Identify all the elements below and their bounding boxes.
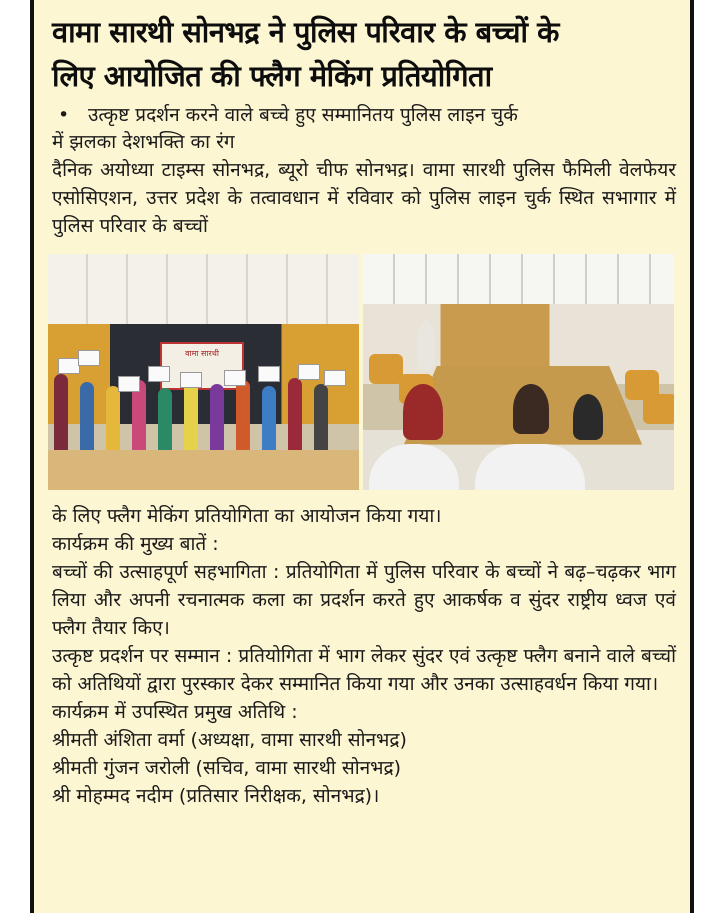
seated-child — [573, 394, 603, 440]
child-figure — [54, 374, 68, 454]
stage-table — [48, 450, 359, 490]
flag-sheet — [78, 350, 100, 366]
highlight-participation: बच्चों की उत्साहपूर्ण सहभागिता : प्रतियोगिता में पुलिस परिवार के बच्चों ने बढ़–चढ़कर भाग लिया और अपनी रचनात्मक कला का प्रदर्शन करते हुए आकर्षक व सुंदर राष्ट्रीय ध्वज एवं फ्लैग तैयार किए। — [52, 561, 676, 639]
chair-back — [475, 444, 585, 490]
child-figure — [80, 382, 94, 454]
flag-sheet — [148, 366, 170, 382]
ceiling-lights — [48, 254, 359, 324]
child-figure — [106, 386, 120, 454]
chair — [643, 394, 674, 424]
headline — [52, 10, 676, 98]
photo-strip — [48, 254, 674, 490]
photo-children-with-flags — [48, 254, 359, 490]
banner-text: वामा सारथी — [185, 349, 219, 358]
flag-sheet — [118, 376, 140, 392]
child-figure — [236, 380, 250, 454]
ceiling-lights — [363, 254, 674, 304]
flag-sheet — [58, 358, 80, 374]
highlight-honors: उत्कृष्ट प्रदर्शन पर सम्मान : प्रतियोगिता में भाग लेकर सुंदर एवं उत्कृष्ट फ्लैग बनाने वाले बच्चों को अतिथियों द्वारा पुरस्कार देकर सम्मानित किया गया और उनका उत्साहवर्धन किया गया। — [52, 645, 676, 695]
newspaper-article — [30, 0, 694, 913]
highlights-heading: कार्यक्रम की मुख्य बातें : — [52, 533, 219, 555]
flag-sheet — [180, 372, 202, 388]
photo-conference-room — [363, 254, 674, 490]
chair — [369, 354, 403, 384]
guest-item: श्रीमती अंशिता वर्मा (अध्यक्षा, वामा सारथी सोनभद्र) — [52, 729, 407, 751]
flag-sheet — [258, 366, 280, 382]
seated-child — [513, 384, 549, 434]
intro-continued: के लिए फ्लैग मेकिंग प्रतियोगिता का आयोजन किया गया। — [52, 505, 442, 527]
guests-heading: कार्यक्रम में उपस्थित प्रमुख अतिथि : — [52, 701, 298, 723]
bullet-icon: • — [58, 104, 70, 126]
guest-item: श्री मोहम्मद नदीम (प्रतिसार निरीक्षक, सोनभद्र)। — [52, 785, 380, 807]
flag-sheet — [324, 370, 346, 386]
intro-paragraph: दैनिक अयोध्या टाइम्स सोनभद्र, ब्यूरो चीफ सोनभद्र। वामा सारथी पुलिस फैमिली वेलफेयर एसोसिएशन, उत्तर प्रदेश के तत्वावधान में रविवार को पुलिस लाइन चुर्क स्थित सभागार में पुलिस परिवार के बच्चों — [52, 159, 676, 237]
seated-child — [403, 384, 443, 440]
headline-line-1: वामा सारथी सोनभद्र ने पुलिस परिवार के बच्चों के — [52, 15, 559, 49]
child-figure — [262, 386, 276, 454]
child-figure — [210, 384, 224, 454]
child-figure — [288, 378, 302, 454]
guest-item: श्रीमती गुंजन जरोली (सचिव, वामा सारथी सोनभद्र) — [52, 757, 402, 779]
subheadline-line-2: में झलका देशभक्ति का रंग — [52, 131, 235, 153]
child-figure — [158, 388, 172, 454]
subheadline-line-1: उत्कृष्ट प्रदर्शन करने वाले बच्चे हुए सम्मानितय पुलिस लाइन चुर्क — [88, 104, 518, 126]
child-figure — [314, 384, 328, 454]
standing-person — [417, 320, 435, 370]
subheadline — [52, 102, 676, 156]
flag-sheet — [224, 370, 246, 386]
flag-sheet — [298, 364, 320, 380]
headline-line-2: लिए आयोजित की फ्लैग मेकिंग प्रतियोगिता — [52, 59, 492, 93]
